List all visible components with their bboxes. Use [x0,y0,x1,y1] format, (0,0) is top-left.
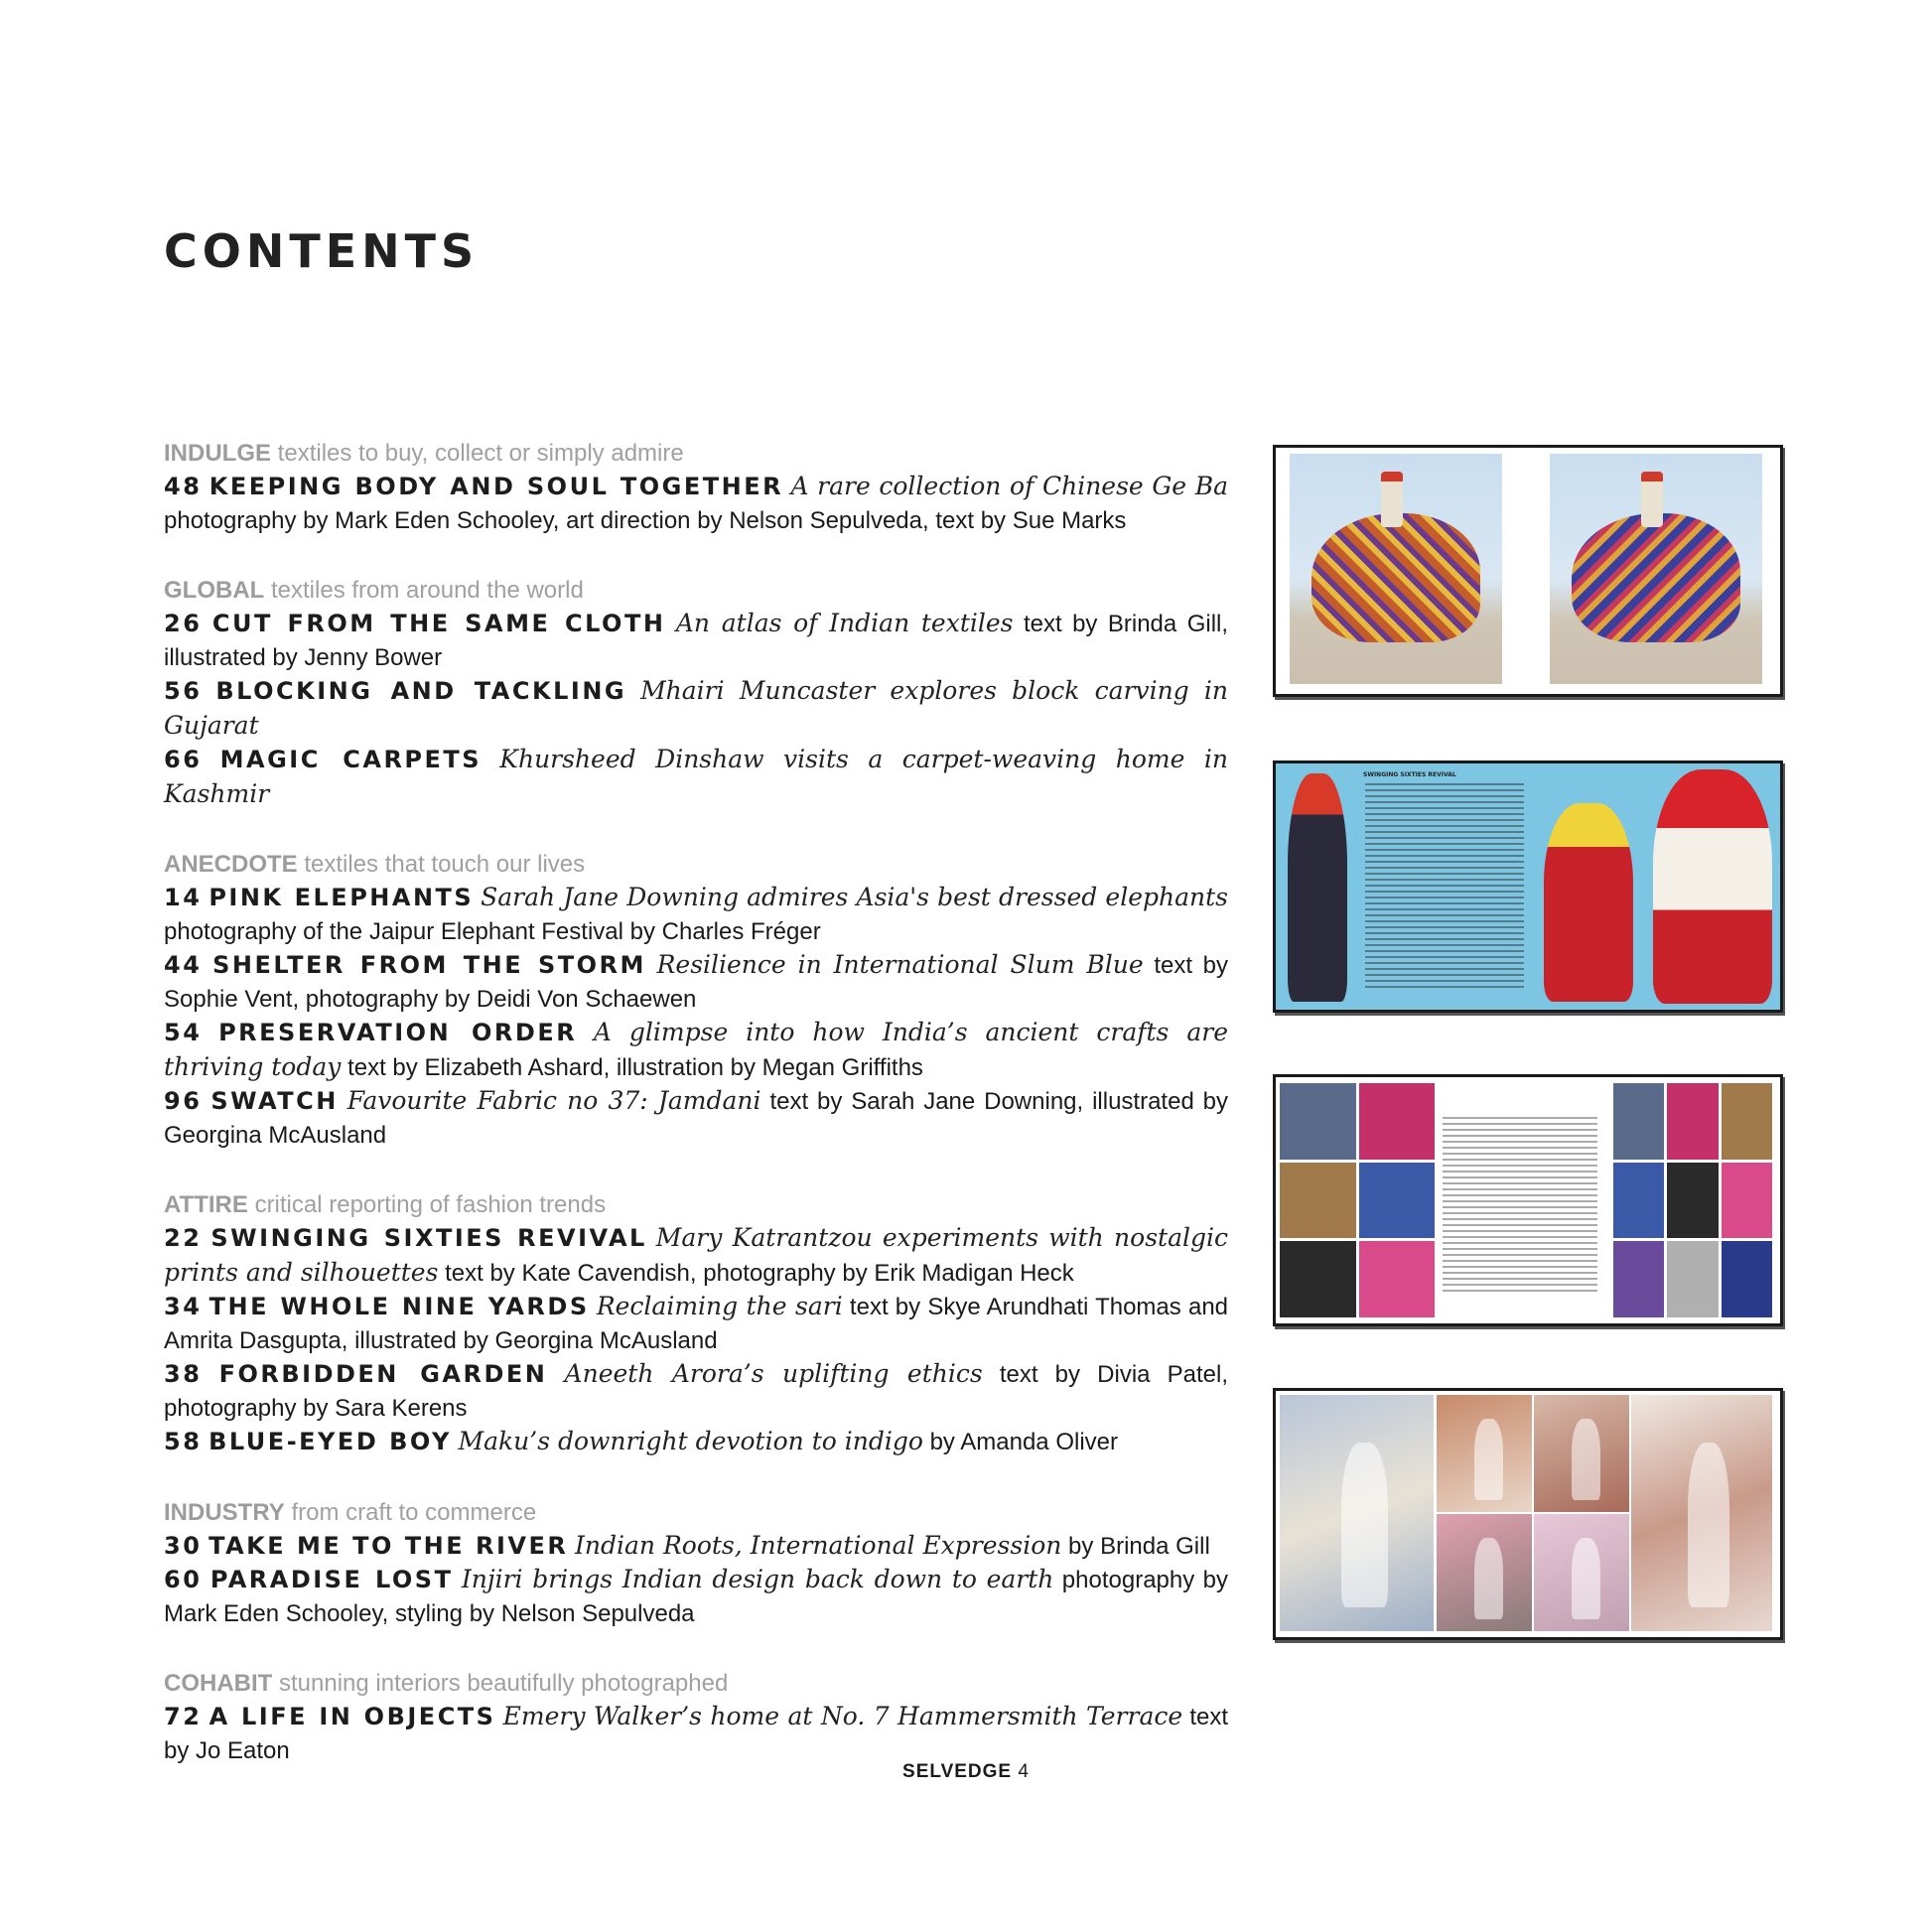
page-number: 56 [164,677,203,705]
section-name: ATTIRE [164,1191,248,1218]
section-name: ANECDOTE [164,851,298,878]
contents-entry[interactable] [164,1357,1228,1425]
article-dek: Mary Katrantzou experiments with nostalgic prints and silhouettes [164,1223,1228,1287]
section-indulge [164,437,1228,537]
section-heading [164,848,1228,881]
section-heading [164,1188,1228,1221]
article-headline: PARADISE LOST [209,1566,454,1593]
article-dek: A rare collection of Chinese Ge Ba [790,472,1229,500]
article-credit: text by Skye Arundhati Thomas and Amrita Dasgupta, illustrated by Georgina McAusland [164,1294,1229,1354]
article-credit: text by Divia Patel, photography by Sara Kerens [164,1361,1229,1422]
article-dek: An atlas of Indian textiles [675,609,1014,637]
section-name: COHABIT [164,1670,273,1697]
contents-entry[interactable] [164,1563,1228,1630]
article-credit: text by Sarah Jane Downing, illustrated by Georgina McAusland [164,1088,1229,1149]
article-headline: BLOCKING AND TACKLING [215,677,627,705]
article-headline: CUT FROM THE SAME CLOTH [211,610,666,637]
page-number: 44 [164,951,203,979]
section-heading [164,1667,1228,1700]
article-dek: Reclaiming the sari [596,1292,843,1320]
contents-entry[interactable] [164,674,1228,743]
article-dek: Emery Walker’s home at No. 7 Hammersmith Terrace [502,1702,1183,1730]
article-headline: PRESERVATION ORDER [218,1019,578,1046]
contents-entry[interactable] [164,1016,1228,1084]
article-headline: TAKE ME TO THE RIVER [208,1531,569,1560]
page-number: 30 [164,1531,203,1560]
page-footer [0,1761,1932,1783]
contents-entry[interactable] [164,743,1228,811]
thumbnail-swinging-sixties-spread[interactable] [1273,760,1783,1013]
collage-photo [1437,1395,1532,1512]
page-number: 72 [164,1703,203,1730]
article-credit: photography of the Jaipur Elephant Festival by Charles Fréger [164,917,821,945]
section-heading [164,437,1228,470]
article-credit: text by Jo Eaton [164,1704,1228,1764]
page-number: 4 [1018,1761,1030,1782]
page-number: 66 [164,746,203,773]
article-dek: Khursheed Dinshaw visits a carpet-weaving home in Kashmir [164,745,1228,808]
article-text-column [1443,1117,1597,1296]
article-credit: text by Sophie Vent, photography by Deidi Von Schaewen [164,952,1229,1013]
collage-photo [1534,1395,1629,1512]
article-text-column [1365,783,1524,992]
section-name: GLOBAL [164,577,265,604]
section-tagline: textiles from around the world [271,577,584,604]
article-dek: Sarah Jane Downing admires Asia's best dressed elephants [481,883,1228,911]
photo-grid-left [1280,1083,1435,1317]
contents-entry[interactable] [164,881,1228,948]
article-headline: PINK ELEPHANTS [208,884,475,911]
article-dek: Maku’s downright devotion to indigo [458,1427,923,1455]
page-number: 34 [164,1293,203,1320]
contents-entry[interactable] [164,1529,1228,1564]
article-dek: Favourite Fabric no 37: Jamdani [346,1086,761,1115]
thumbnail-textile-grid-spread[interactable] [1273,1074,1783,1326]
article-credit: text by Kate Cavendish, photography by Erik Madigan Heck [445,1259,1074,1287]
contents-entry[interactable] [164,1084,1228,1152]
contents-entry[interactable] [164,948,1228,1016]
spread-heading: SWINGING SIXTIES REVIVAL [1363,771,1456,778]
article-dek: Indian Roots, International Expression [575,1530,1062,1560]
section-tagline: textiles that touch our lives [304,851,586,878]
page-number: 60 [164,1566,203,1593]
article-credit: by Brinda Gill [1068,1532,1210,1560]
article-dek: Resilience in International Slum Blue [656,950,1144,979]
page-number: 54 [164,1019,203,1046]
page-number: 26 [164,610,203,637]
contents-entry[interactable] [164,1425,1228,1459]
page-title: CONTENTS [164,224,480,278]
article-headline: A LIFE IN OBJECTS [208,1703,496,1730]
article-credit: photography by Mark Eden Schooley, styling by Nelson Sepulveda [164,1567,1228,1627]
section-tagline: from craft to commerce [291,1498,537,1526]
section-cohabit [164,1667,1228,1767]
contents-entry[interactable] [164,607,1228,674]
elephant-photo-left [1290,454,1502,684]
section-global [164,574,1228,811]
section-industry [164,1496,1228,1631]
article-credit: text by Brinda Gill, illustrated by Jenny Bower [164,611,1229,671]
article-dek: Injiri brings Indian design back down to earth [461,1565,1054,1593]
photo-grid-right [1613,1083,1772,1317]
article-headline: SWATCH [210,1087,339,1115]
page-number: 96 [164,1087,203,1115]
article-headline: SWINGING SIXTIES REVIVAL [210,1224,647,1252]
contents-entry[interactable] [164,1290,1228,1357]
section-name: INDULGE [164,440,271,467]
collage-photo [1631,1395,1772,1631]
magazine-name: SELVEDGE [902,1761,1013,1782]
section-heading [164,1496,1228,1529]
section-tagline: critical reporting of fashion trends [254,1191,607,1218]
article-headline: BLUE-EYED BOY [208,1428,452,1455]
article-credit: by Amanda Oliver [929,1429,1118,1455]
section-tagline: textiles to buy, collect or simply admire [277,440,684,467]
section-heading [164,574,1228,607]
article-dek: Mhairi Muncaster explores block carving in Gujarat [164,676,1229,740]
article-credit: photography by Mark Eden Schooley, art direction by Nelson Sepulveda, text by Sue Marks [164,506,1127,534]
thumbnail-fashion-collage[interactable] [1273,1388,1783,1640]
collage-photo [1437,1514,1532,1631]
contents-entry[interactable] [164,470,1228,537]
article-dek: A glimpse into how India’s ancient crafts are thriving today [164,1018,1228,1081]
page-number: 58 [164,1428,203,1455]
page-number: 48 [164,473,203,500]
article-headline: KEEPING BODY AND SOUL TOGETHER [208,473,784,500]
collage-photo [1534,1514,1629,1631]
section-name: INDUSTRY [164,1498,285,1526]
article-headline: FORBIDDEN GARDEN [218,1360,548,1388]
section-tagline: stunning interiors beautifully photographed [279,1670,729,1697]
contents-entry[interactable] [164,1221,1228,1290]
article-headline: THE WHOLE NINE YARDS [208,1293,590,1320]
page-number: 22 [164,1224,203,1252]
article-dek: Aneeth Arora’s uplifting ethics [564,1359,983,1388]
model-figure [1653,769,1772,1004]
contents-list [164,437,1228,1804]
model-figure [1544,803,1633,1002]
article-credit: text by Elizabeth Ashard, illustration by Megan Griffiths [347,1053,923,1081]
page-number: 38 [164,1360,203,1388]
section-attire [164,1188,1228,1459]
page-number: 14 [164,884,203,911]
model-figure [1288,773,1347,1002]
article-headline: MAGIC CARPETS [219,746,483,773]
thumbnail-elephants[interactable] [1273,445,1783,697]
article-headline: SHELTER FROM THE STORM [212,951,646,979]
collage-photo [1280,1395,1434,1631]
elephant-photo-right [1550,454,1762,684]
section-anecdote [164,848,1228,1152]
contents-entry[interactable] [164,1700,1228,1767]
